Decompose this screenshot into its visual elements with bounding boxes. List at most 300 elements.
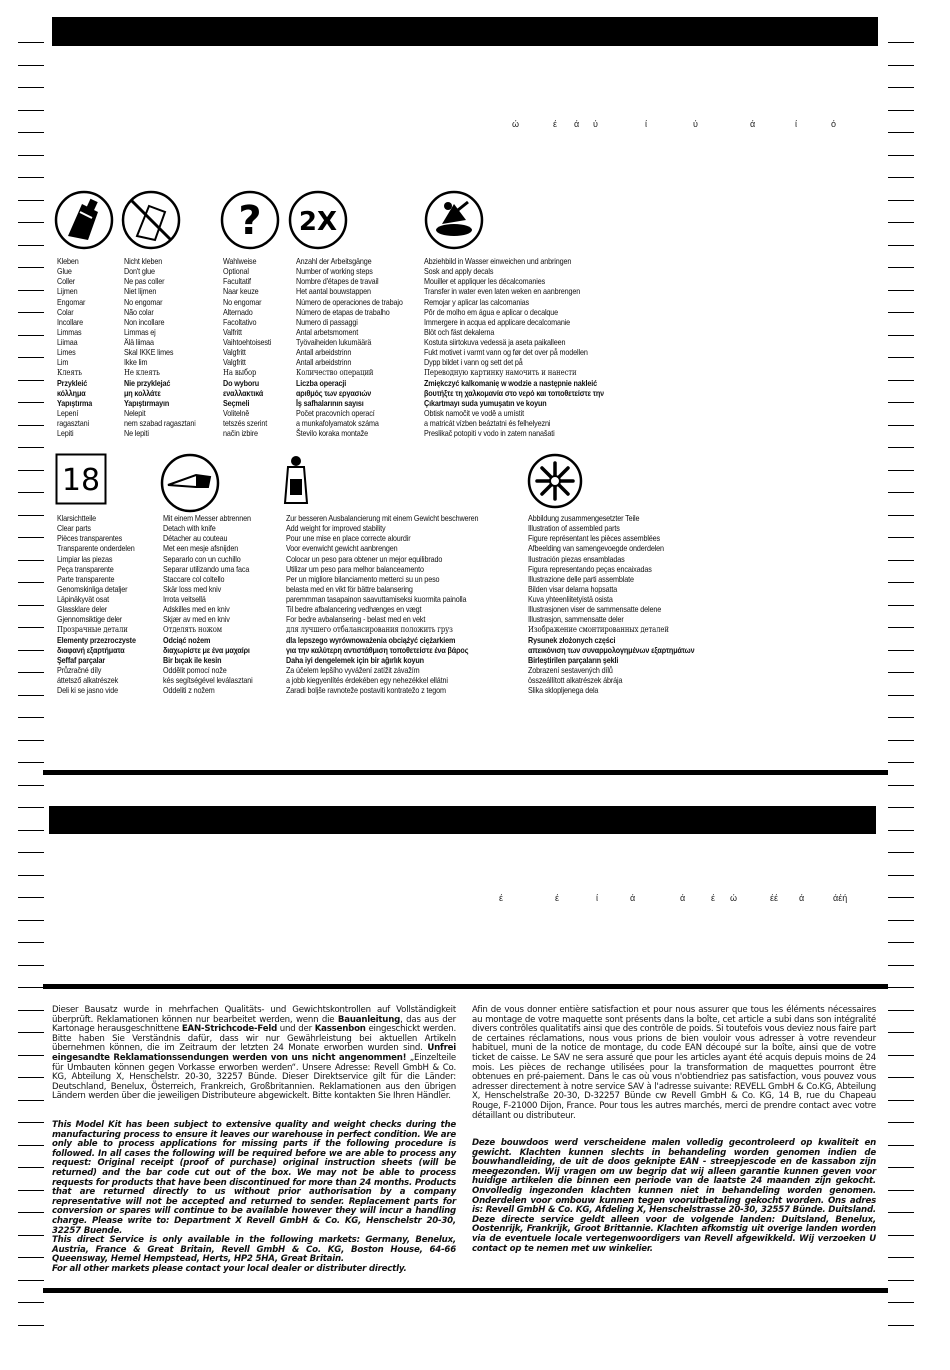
col-line: Alternado [223,306,253,317]
col-glue [57,256,92,439]
col-line: Počet pracovních operací [296,408,375,419]
margin-tick [888,807,914,808]
de-part: Dieser Bausatz wurde in mehrfachen Qualitäts- und Gewichtskontrollen auf Vollständigkeit überprüft. Reklamationen können nur bearbeitet werden, wenn die [52,1005,456,1025]
decal-icon [424,190,484,255]
margin-tick [888,875,914,876]
margin-tick [18,965,44,966]
margin-tick [888,1257,914,1258]
margin-tick [888,1280,914,1281]
french-paragraph [472,1006,876,1121]
margin-tick [18,605,44,606]
margin-tick [888,1010,914,1011]
col-line: Til bedre afbalancering vedhænges en vægt [286,604,422,615]
col-line: Don't glue [124,266,155,277]
col-line: Zur besseren Ausbalancierung mit einem Gewicht beschweren [286,513,479,523]
margin-tick [18,987,44,988]
accent-char: ί [795,119,797,129]
accent-char: ό [831,119,837,129]
col-line: Skär loss med kniv [163,583,222,594]
col-line: Clear parts [57,523,91,534]
en-text-3: For all other markets please contact your local dealer or distributer directly. [52,1263,407,1274]
col-line: Bir bıçak ile kesin [163,654,222,665]
margin-tick [18,357,44,358]
margin-tick [888,627,914,628]
col-line: Ikke lim [124,357,148,368]
margin-tick [18,335,44,336]
margin-tick [888,852,914,853]
col-line: Çıkartmayı suda yumuşatın ve koyun [424,397,547,408]
accent-char: ώ [512,119,520,129]
margin-tick [888,312,914,313]
col-line: Glue [57,266,72,277]
col-line: Vaihtoehtoisesti [223,337,272,348]
col-line: Lepiti [57,428,74,439]
margin-tick [18,920,44,921]
col-line: Immergere in acqua ed applicare decalcomanie [424,316,571,327]
margin-tick [888,380,914,381]
col-line: Antall arbeidstrinn [296,347,352,358]
col-line: Coller [57,276,76,287]
col-line: Number of working steps [296,266,373,277]
margin-tick [888,1212,914,1213]
nl-text: Deze bouwdoos werd verscheidene malen volledig gecontroleerd op kwaliteit en gewicht. Klachten kunnen slechts in behandeling worden genomen indien de bouwhandleiding, de uit de doos geknipte EAN - streepjescode en de kassabon zijn meegezonden. Wij vragen om uw begrip dat wij alleen garantie kunnen geven voor huidige artikelen die binnen een periode van de laatste 24 maanden zijn gekocht. Onvolledig ingezonden klachten kunnen niet in behandeling worden genomen. Onderdelen voor ombouw kunnen tegen vooruitbetaling gekocht worden. Ons adres is: Revell GmbH & Co. KG, Afdeling X, Henschelstrasse 20-30, 32557 Bünde. Duitsland. Deze directe service geldt alleen voor de volgende landen: Duitsland, Benelux, Oostenrijk, Frankrijk, Groot Brittannie. Klachten afkomstig uit overige landen worden via de eventuele locale vertegenwoordigers van Revell afgewikkeld. Wij verzoeken U contact op te nemen met uw winkelier. [472,1138,876,1254]
col-line: Deli ki se jasno vide [57,685,118,696]
col-line: Detach with knife [163,523,216,534]
col-line: για την καλύτερη αντιστάθμιση τοποθετείστε ένα βάρος [286,644,469,655]
margin-tick [18,1055,44,1056]
accent-char: ά [680,893,686,903]
margin-tick [888,245,914,246]
margin-tick [888,672,914,673]
margin-tick [18,380,44,381]
margin-tick [888,290,914,291]
col-line: kés segítségével leválasztani [163,675,253,686]
margin-tick [18,1100,44,1101]
margin-tick [888,492,914,493]
accent-char: ί [596,893,598,903]
de-part: , das aus der Kartonage herausgeschnittene [52,1014,456,1035]
col-line: απεικόνιση των συναρμολογημένων εξαρτημάτων [528,644,695,655]
col-line: Abziehbild in Wasser einweichen und anbringen [424,256,572,266]
col-line: Blöt och fäst dekalerna [424,326,495,337]
margin-tick [888,155,914,156]
col-line: Mouiller et appliquer les décalcomanies [424,276,546,287]
margin-tick [18,267,44,268]
margin-tick [18,87,44,88]
accent-char: ύ [693,119,698,129]
margin-tick [888,357,914,358]
col-line: Preslikač potopiti v vodo in zatem nanašati [424,428,555,439]
col-line: Staccare col coltello [163,573,225,584]
col-line: Ne pas coller [124,276,165,287]
margin-tick [888,942,914,943]
margin-tick [888,1235,914,1236]
margin-tick [18,42,44,43]
margin-tick [888,1190,914,1191]
margin-tick [18,717,44,718]
margin-tick [18,65,44,66]
margin-tick [888,762,914,763]
col-line: Yapıştırmayın [124,397,170,408]
margin-tick [18,762,44,763]
margin-tick [18,312,44,313]
margin-tick [18,537,44,538]
margin-tick [888,335,914,336]
col-line: На выбор [223,367,257,377]
col-line: a munkafolyamatok száma [296,418,379,429]
margin-tick [18,1280,44,1281]
margin-tick [888,965,914,966]
col-line: Ne lepiti [124,428,149,439]
col-line: Anzahl der Arbeitsgänge [296,256,372,266]
col-line: Wahlweise [223,256,257,266]
col-line: διαχωρίστε με ένα μαχαίρι [163,644,250,655]
margin-tick [888,1100,914,1101]
margin-tick [888,200,914,201]
col-line: Valgfritt [223,357,246,368]
col-line: Não colar [124,306,154,317]
margin-tick [18,1167,44,1168]
col-line: Pour une mise en place correcte alourdir [286,533,411,544]
col-line: Kuva yhteenliitetyistä osista [528,594,613,605]
margin-tick [888,1325,914,1326]
margin-tick [18,785,44,786]
col-line: Odciąć nożem [163,634,211,645]
repeat-mark: 2X [298,207,338,237]
col-line: Genomskinliga detaljer [57,583,128,594]
col-line: Lim [57,357,69,368]
col-line: διαφανή εξαρτήματα [57,644,125,655]
margin-tick [18,222,44,223]
col-line: Прозрачные детали [57,624,128,634]
accent-char: ά [799,893,805,903]
accent-char: άέή [833,893,848,903]
accent-row-top [0,119,950,133]
col-line: Nombre d'étapes de travail [296,276,379,287]
margin-tick [18,425,44,426]
col-line: Facoltativo [223,316,257,327]
col-line: Pôr de molho em água e aplicar o decalque [424,306,559,317]
margin-tick [18,740,44,741]
de-part: eingeschickt werden. Bitte haben Sie Verständnis dafür, dass wir nur Gewährleistung bei aktuellen Artikeln übernehmen können, die im Zeitraum der letzten 24 Monate erworben wurden sind. [52,1024,456,1054]
col-line: İş safhalarının sayısı [296,397,364,408]
col-line: Het aantal bouwstappen [296,286,371,297]
optional-icon [220,190,280,255]
accent-char: ί [645,119,647,129]
col-line: Läpinäkyvät osat [57,594,110,605]
col-line: Separarlo con un cuchillo [163,553,241,564]
divider-line-3 [43,1288,888,1293]
col-line: Liimaa [57,337,78,348]
col-line: Seçmeli [223,397,250,408]
col-line: Volitelně [223,408,250,419]
margin-tick [18,942,44,943]
margin-tick [888,695,914,696]
no-glue-icon [121,190,181,255]
col-assembled [528,513,695,696]
col-line: Engomar [57,296,86,307]
col-line: Nie przyklejać [124,377,171,388]
margin-tick [888,1122,914,1123]
de-part: „Einzelteile für Umbauten können gegen Vorkasse erworben werden“. Unsere Adresse: Revell GmbH & Co. KG, Abteilung X, Henschelstr. 20-30, 32257 Bünde. Dieser Direktservice gilt für die Länder: Deutschland, Benelux, Österreich, Frankreich, Großbritannien. Reklamationen aus den übrigen Ländern werden über die jeweiligen Distributeure abgewickelt. Bitte kontakten Sie Ihren Händler. [52,1052,456,1102]
margin-tick [18,672,44,673]
margin-tick [18,560,44,561]
margin-tick [18,875,44,876]
margin-tick [18,1010,44,1011]
accent-row-bottom [0,893,950,907]
col-line: Oddělit pomocí nože [163,665,227,676]
col-line: Naar keuze [223,286,259,297]
col-line: Figura representando peças encaixadas [528,563,652,574]
margin-tick [18,1302,44,1303]
margin-tick [888,65,914,66]
margin-tick [888,830,914,831]
col-line: Parte transparente [57,573,115,584]
col-line: Optional [223,266,249,277]
col-line: Kleben [57,256,79,266]
col-line: Limes [57,347,76,358]
accent-char: ά [750,119,756,129]
divider-line-1 [43,770,888,775]
col-line: Colar [57,306,74,317]
col-line: Niet lijmen [124,286,157,297]
col-line: Zaradi boljše ravnoteže postaviti kontratežo z tegom [286,685,446,696]
margin-tick [888,425,914,426]
col-line: Afbeelding van samengevoegde onderdelen [528,543,664,554]
margin-tick [18,852,44,853]
col-line: Do wyboru [223,377,260,388]
col-line: tetszés szerint [223,418,268,429]
col-line: Limpiar las piezas [57,553,113,564]
col-line: No engomar [124,296,163,307]
en-text-2: This direct Service is only available in the following markets: Germany, Benelux, Austria, France & Great Britain, Revell GmbH & Co. KG, Boston House, 64-66 Queensway, Hemel Hempstead, Herts, HP2 5HA, Great Britain. [52,1235,456,1265]
col-line: Älä liimaa [124,337,154,348]
margin-tick [18,492,44,493]
margin-tick [888,987,914,988]
margin-tick [888,1032,914,1033]
margin-tick [888,717,914,718]
margin-tick [18,1235,44,1236]
col-decal [424,256,604,439]
col-line: Separar utilizando uma faca [163,563,250,574]
margin-tick [18,582,44,583]
margin-tick [18,807,44,808]
margin-tick [18,1077,44,1078]
margin-tick [18,177,44,178]
margin-tick [18,1145,44,1146]
col-line: a matricát vízben beáztatni és felhelyezni [424,418,551,429]
margin-tick [18,515,44,516]
col-line: μη κολλάτε [124,387,161,398]
col-weight [286,513,478,696]
knife-icon [160,453,220,518]
accent-char: ύ [593,119,598,129]
col-line: dla lepszego wyrównoważenia obciążyć ciężarkiem [286,634,456,645]
col-line: Antal arbetsmoment [296,326,359,337]
accent-char: ά [574,119,580,129]
margin-tick [888,605,914,606]
col-line: Illustrazione delle parti assemblate [528,573,634,584]
col-line: Za účelem lepšího vyvážení zatížit závažím [286,665,420,676]
col-line: Obtisk namočit ve vodě a umístit [424,408,524,419]
col-line: Mit einem Messer abtrennen [163,513,251,523]
margin-tick [888,650,914,651]
col-steps [296,256,403,439]
col-line: Numero di passaggi [296,316,358,327]
fr-text: Afin de vous donner entière satisfaction et pour nous assurer que tous les éléments nécessaires au montage de votre maquette sont présents dans la boîte, cet article a subi dans son intégralité divers contrôles qualitatifs ainsi que des contrôle de poids. Si toutefois vous deviez nous faire part de certaines réclamations, nous vous prions de bien vouloir vous adresser à votre revendeur habituel, muni de la notice de montage, du code EAN découpé sur la boîte, ainsi que de votre ticket de caisse. Le SAV ne sera assuré que pour les articles ayant été acquis depuis moins de 24 mois. Les pièces de rechange utilisées pour la transformation de maquettes pourront être obtenues en pré-paiement. Dans le cas où vous n'obtiendriez pas satisfaction, vous pouvez vous adresser directement à notre service SAV à l'adresse suivante: REVELL GmbH & Co.KG, Abteilung X, Henschelstraße 20-30, D-32257 Bünde cw Revell GmbH & Co. KG, 14 B, rue du Chapeau Rouge, F-21000 Dijon, France. Pour tous les autres marchés, merci de prendre contact avec votre détaillant ou distributeur. [472,1005,876,1121]
col-line: Przykleić [57,377,88,388]
accent-char: έέ [770,893,779,903]
col-line: Colocar un peso para obtener un mejor equilibrado [286,553,443,564]
col-line: Bilden visar delarna hopsatta [528,583,618,594]
col-line: Ilustración piezas ensambladas [528,553,625,564]
col-line: nem szabad ragasztani [124,418,196,429]
col-line: Liczba operacji [296,377,347,388]
col-line: Abbildung zusammengesetzter Teile [528,513,640,523]
col-line: Şeffaf parçalar [57,654,106,665]
col-line: Fukt motivet i varmt vann og før det over på modellen [424,347,588,358]
margin-tick [18,245,44,246]
margin-tick [18,627,44,628]
col-line: βουτήξτε τη χαλκομανία στο νερό και τοποθετείστε την [424,387,605,398]
de-part: und der [277,1024,315,1035]
col-line: Dypp bildet i vann og sett det på [424,357,523,368]
divider-line-2 [43,984,888,989]
col-line: Illustration of assembled parts [528,523,620,534]
col-line: Pièces transparentes [57,533,123,544]
col-line: Adskilles med en kniv [163,604,230,615]
margin-tick [888,177,914,178]
margin-tick [18,1325,44,1326]
col-line: Non incollare [124,316,165,327]
col-line: Utilizar um peso para melhor balanceamento [286,563,424,574]
col-line: Не клеять [124,367,160,377]
margin-tick [888,1055,914,1056]
margin-tick [888,785,914,786]
margin-tick [888,42,914,43]
col-line: Limmas ej [124,326,156,337]
col-line: Изображение смонтированных деталей [528,624,669,634]
clear-parts-icon [55,453,107,510]
margin-tick [18,470,44,471]
second-header-bar [49,806,876,834]
weight-icon [283,453,309,510]
col-line: Število koraka montaže [296,428,369,439]
col-line: Illustrasjonen viser de sammensatte delene [528,604,662,615]
col-line: Количество операций [296,367,374,377]
margin-tick [18,200,44,201]
col-line: Yapıştırma [57,397,93,408]
col-line: Incollare [57,316,84,327]
col-line: paremmman tasapainon saavuttamiseksi kuormita painolla [286,594,467,605]
margin-tick [888,515,914,516]
margin-tick [888,87,914,88]
col-line: Voor evenwicht gewicht aanbrengen [286,543,398,554]
col-line: Peça transparente [57,563,114,574]
col-line: Per un migliore bilanciamento metterci su un peso [286,573,440,584]
col-line: Průzračné díly [57,665,102,676]
top-header-bar [52,17,878,46]
col-line: Facultatif [223,276,251,287]
col-line: način izbire [223,428,258,439]
col-line: Lepení [57,408,79,419]
col-line: Transparente onderdelen [57,543,135,554]
col-line: κόλλημα [57,387,86,398]
margin-tick [888,1145,914,1146]
margin-tick [18,830,44,831]
margin-tick [888,560,914,561]
col-line: Nelepit [124,408,146,419]
accent-char: έ [555,893,560,903]
accent-char: ά [630,893,636,903]
margin-tick [888,537,914,538]
clear-number: 18 [61,463,101,498]
en-text: This Model Kit has been subject to extensive quality and weight checks during the manufacturing process to ensure it leaves our warehouse in perfect condition. We are only able to process applications for missing parts if the following procedure is followed. In all cases the following will be required before we are able to process any request: Original receipt (proof of purchase) original instruction sheets (will be returned) and the bar code cut out of the box. We may not be able to process requests for products that have been discontinued for more than 24 months. Products that are returned directly to us without prior authorisation by a company representative will not be accepted and returned to sender. Replacement parts for conversion or spares will continue to be available however they will incur a handling charge. Please write to: Department X Revell GmbH & Co. KG, Henschelstr 20-30, 32257 Buende. [52,1120,456,1236]
margin-tick [18,447,44,448]
col-line: Détacher au couteau [163,533,228,544]
col-line: Irrota veitsellä [163,594,206,605]
de-bold: Bauanleitung [337,1014,401,1025]
col-line: Gjennomsiktige deler [57,614,123,625]
col-line: Zobrazení sestavených dílů [528,665,613,676]
col-line: Met een mesje afsnijden [163,543,239,554]
margin-tick [18,1032,44,1033]
col-line: Limmas [57,326,82,337]
optional-mark: ? [238,198,262,244]
margin-tick [18,402,44,403]
col-line: Birleştirilen parçaların şekli [528,654,619,665]
de-bold: Kassenbon [314,1024,366,1035]
col-line: Transfer in water even laten weken en aanbrengen [424,286,581,297]
col-line: Nicht kleben [124,256,163,266]
margin-tick [888,267,914,268]
col-line: для лучшего отбалансирования положить груз [286,624,453,634]
col-line: Add weight for improved stability [286,523,386,534]
col-line: ragasztani [57,418,89,429]
col-line: Переводную картинку намочить и нанести [424,367,577,377]
accent-char: έ [553,119,558,129]
col-line: Illustrasjon, sammensatte deler [528,614,624,625]
col-line: Remojar y aplicar las calcomanias [424,296,530,307]
margin-tick [888,470,914,471]
margin-tick [888,447,914,448]
margin-tick [888,222,914,223]
col-line: εναλλακτικά [223,387,264,398]
col-line: Klarsichtteile [57,513,97,523]
col-line: áttetsző alkatrészek [57,675,119,686]
col-line: a jobb kiegyenlítés érdekében egy nehezékkel ellátni [286,675,448,686]
col-line: Rysunek złożonych części [528,634,616,645]
margin-tick [888,582,914,583]
col-line: Figure représentant les pièces assemblées [528,533,661,544]
margin-tick [18,1122,44,1123]
col-line: belasta med en vikt för bättre balansering [286,583,413,594]
col-line: Sosk and apply decals [424,266,494,277]
repeat-icon [288,190,348,255]
accent-char: έ [499,893,504,903]
margin-tick [888,1167,914,1168]
margin-tick [18,1257,44,1258]
accent-char: έ [711,893,716,903]
de-bold: EAN-Strichcode-Feld [181,1024,278,1035]
col-knife [163,513,253,696]
col-line: Skjær av med en kniv [163,614,230,625]
english-paragraph [52,1121,456,1275]
col-line: Slika sklopljenega dela [528,685,599,696]
margin-tick [18,155,44,156]
margin-tick [18,1212,44,1213]
col-line: Oddeliti z nožem [163,685,215,696]
